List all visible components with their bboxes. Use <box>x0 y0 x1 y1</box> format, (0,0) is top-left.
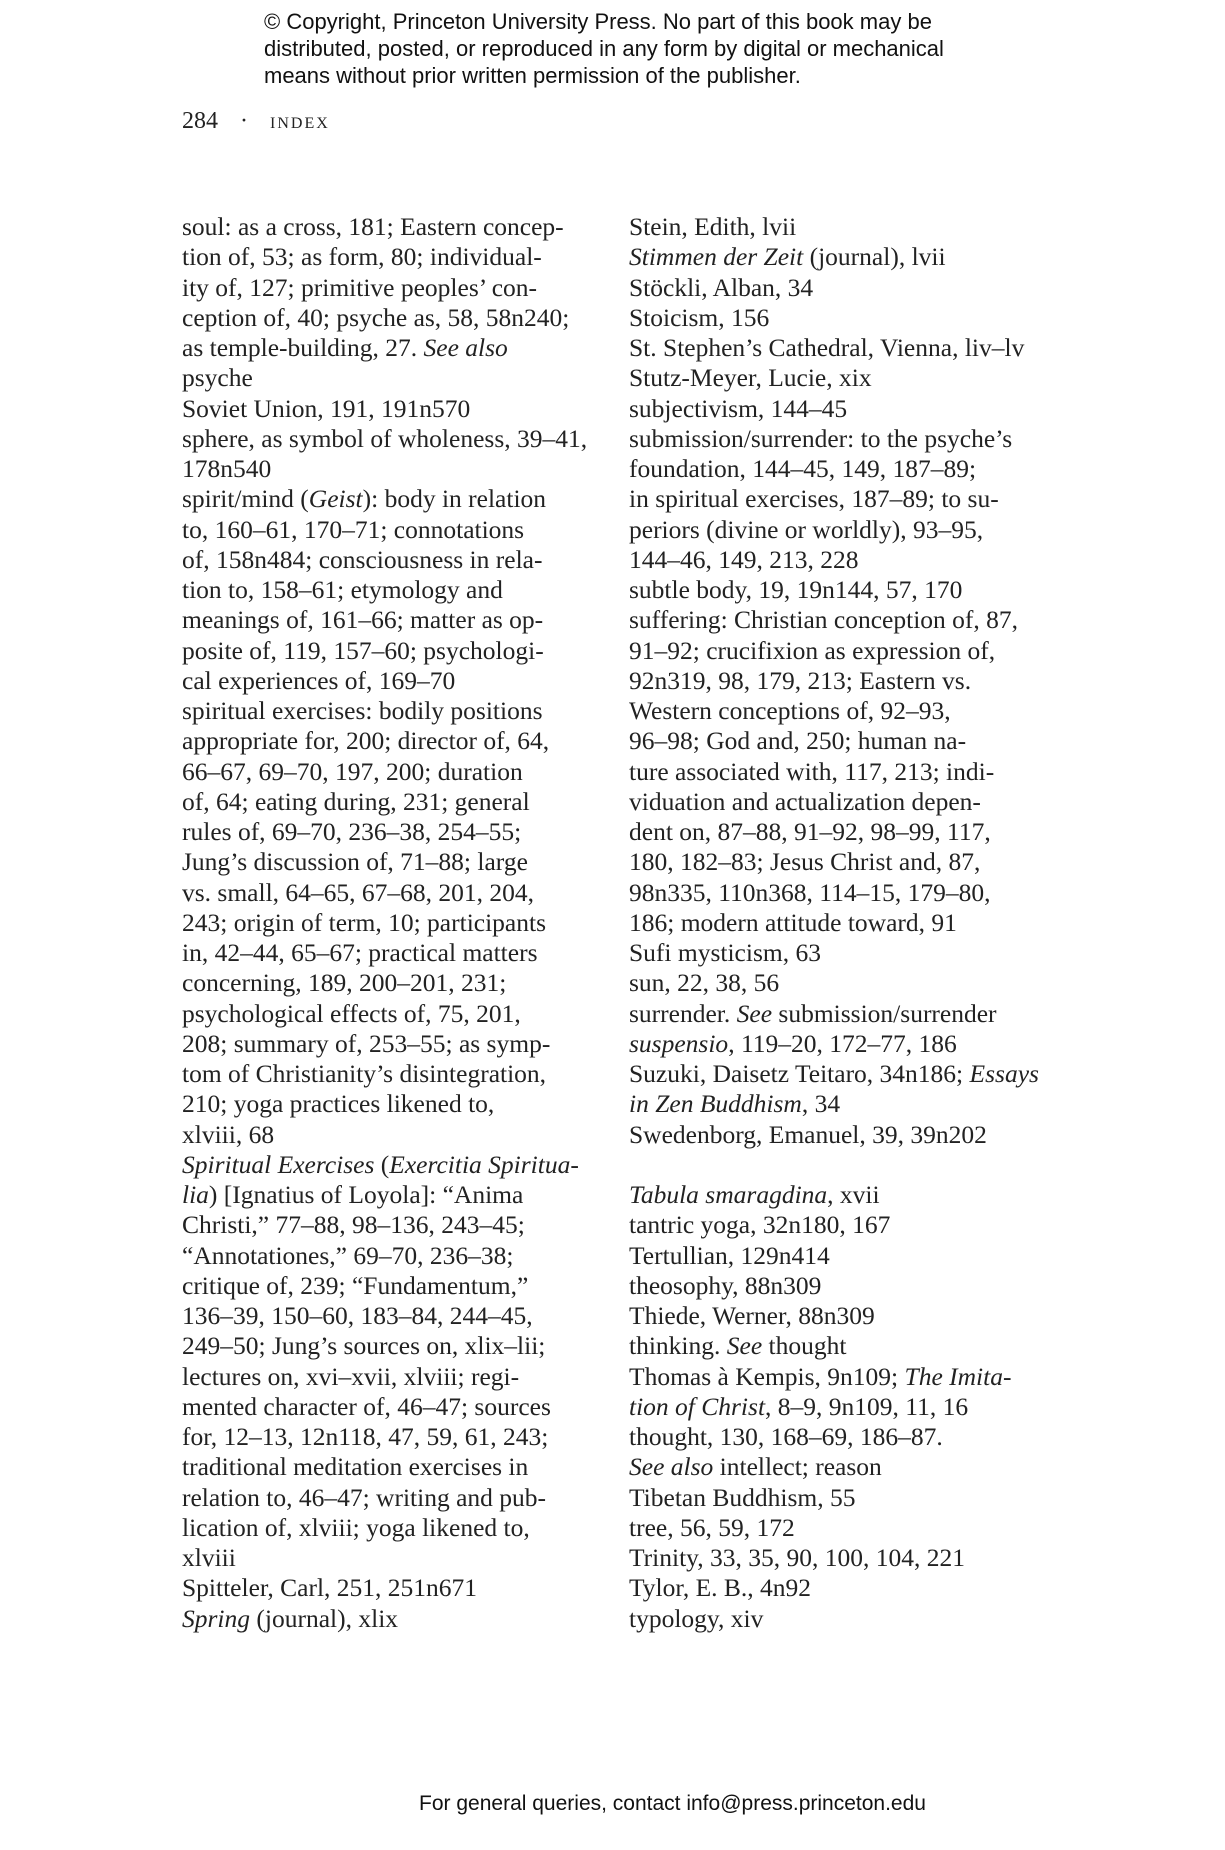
index-entry <box>629 333 1069 363</box>
index-entry-line: 243; origin of term, 10; participants <box>182 907 547 937</box>
index-entry-line: 136–39, 150–60, 183–84, 244–45, <box>182 1301 533 1330</box>
index-entry-line: Spring (journal), xlix <box>182 1603 399 1633</box>
index-entry <box>182 484 612 696</box>
index-entry-line: periors (divine or worldly), 93–95, <box>629 514 984 544</box>
copyright-line: © Copyright, Princeton University Press. No part of this book may be <box>264 9 932 34</box>
index-entry <box>629 1059 1069 1120</box>
index-entry-line: theosophy, 88n309 <box>629 1270 822 1300</box>
index-entry-line: typology, xiv <box>629 1603 764 1633</box>
index-entry <box>629 968 1069 998</box>
index-entry <box>629 303 1069 333</box>
index-entry-line: Swedenborg, Emanuel, 39, 39n202 <box>629 1119 987 1149</box>
index-entry <box>629 1604 1069 1634</box>
copyright-line: means without prior written permission of the publisher. <box>264 63 801 88</box>
index-entry-line: 180, 182–83; Jesus Christ and, 87, <box>629 847 981 877</box>
index-entry-line: ture associated with, 117, 213; indi- <box>629 756 995 786</box>
index-entry-line: foundation, 144–45, 149, 187–89; <box>629 454 977 483</box>
index-entry <box>629 1573 1069 1603</box>
index-entry-line: 178n540 <box>182 454 272 483</box>
index-entry-line: to, 160–61, 170–71; connotations <box>182 514 525 544</box>
index-entry-line: surrender. See submission/surrender <box>629 998 997 1028</box>
index-entry-line: ception of, 40; psyche as, 58, 58n240; <box>182 302 570 332</box>
index-entry-line: Stoicism, 156 <box>629 302 770 332</box>
running-head <box>182 108 330 135</box>
index-entry-line: Spitteler, Carl, 251, 251n671 <box>182 1573 478 1603</box>
index-entry <box>629 1331 1069 1361</box>
index-entry <box>629 363 1069 393</box>
index-entry-line: dent on, 87–88, 91–92, 98–99, 117, <box>629 817 991 846</box>
index-entry-line: cal experiences of, 169–70 <box>182 665 456 695</box>
running-head-separator: · <box>240 108 248 134</box>
index-entry-line: suspensio, 119–20, 172–77, 186 <box>629 1028 957 1058</box>
index-entry-line: Trinity, 33, 35, 90, 100, 104, 221 <box>629 1543 966 1572</box>
index-entry-line: 98n335, 110n368, 114–15, 179–80, <box>629 877 991 907</box>
entry-gap <box>629 1150 1069 1180</box>
index-entry <box>629 424 1069 575</box>
index-entry <box>629 1362 1069 1423</box>
index-entry <box>182 696 612 1150</box>
index-entry-line: posite of, 119, 157–60; psychologi- <box>182 635 544 665</box>
index-entry <box>629 1271 1069 1301</box>
index-entry-line: 249–50; Jung’s sources on, xlix–lii; <box>182 1331 546 1361</box>
index-entry <box>629 1483 1069 1513</box>
index-entry-line: suffering: Christian conception of, 87, <box>629 605 1019 635</box>
index-entry-line: relation to, 46–47; writing and pub- <box>182 1482 547 1512</box>
section-title: index <box>270 108 330 133</box>
index-entry-line: tion of Christ, 8–9, 9n109, 11, 16 <box>629 1391 969 1421</box>
index-entry-line: subtle body, 19, 19n144, 57, 170 <box>629 575 963 604</box>
index-entry-line: lectures on, xvi–xvii, xlviii; regi- <box>182 1361 520 1391</box>
index-column-right <box>629 212 1069 1634</box>
index-entry-line: Christi,” 77–88, 98–136, 243–45; <box>182 1210 525 1240</box>
index-entry <box>629 1513 1069 1543</box>
index-entry-line: submission/surrender: to the psyche’s <box>629 423 1013 453</box>
index-entry-line: ity of, 127; primitive peoples’ con- <box>182 272 538 302</box>
index-entry-line: spirit/mind (Geist): body in relation <box>182 484 547 514</box>
index-entry-line: Tylor, E. B., 4n92 <box>629 1573 812 1603</box>
index-entry-line: xlviii, 68 <box>182 1119 275 1149</box>
index-entry-line: 66–67, 69–70, 197, 200; duration <box>182 756 523 786</box>
footer <box>0 1792 1225 1816</box>
index-entry <box>629 999 1069 1029</box>
index-entry-line: xlviii <box>182 1543 236 1572</box>
index-entry <box>629 273 1069 303</box>
index-entry-line: lia) [Ignatius of Loyola]: “Anima <box>182 1180 524 1209</box>
index-entry-line: tree, 56, 59, 172 <box>629 1512 795 1542</box>
index-entry-line: in, 42–44, 65–67; practical matters <box>182 938 538 967</box>
index-entry-line: in spiritual exercises, 187–89; to su- <box>629 484 999 514</box>
index-entry-line: tantric yoga, 32n180, 167 <box>629 1210 891 1240</box>
index-entry-line: spiritual exercises: bodily positions <box>182 696 543 725</box>
index-entry-line: 210; yoga practices likened to, <box>182 1089 495 1119</box>
index-entry-line: concerning, 189, 200–201, 231; <box>182 968 507 998</box>
index-entry-line: Suzuki, Daisetz Teitaro, 34n186; Essays <box>629 1059 1039 1088</box>
index-entry <box>182 424 612 485</box>
index-entry-line: psyche <box>182 363 253 393</box>
index-entry-line: tion of, 53; as form, 80; individual- <box>182 242 542 272</box>
index-entry-line: 92n319, 98, 179, 213; Eastern vs. <box>629 665 972 695</box>
index-entry-line: subjectivism, 144–45 <box>629 393 848 423</box>
index-entry <box>629 1422 1069 1483</box>
index-entry <box>629 1180 1069 1210</box>
index-entry <box>629 1301 1069 1331</box>
index-entry-line: Sufi mysticism, 63 <box>629 938 821 967</box>
index-entry-line: 186; modern attitude toward, 91 <box>629 907 957 937</box>
index-entry-line: rules of, 69–70, 236–38, 254–55; <box>182 817 522 846</box>
index-entry <box>629 605 1069 938</box>
index-entry <box>629 1241 1069 1271</box>
index-entry <box>629 1543 1069 1573</box>
index-entry-line: appropriate for, 200; director of, 64, <box>182 726 550 756</box>
index-entry-line: sun, 22, 38, 56 <box>629 968 780 998</box>
index-entry-line: Stutz-Meyer, Lucie, xix <box>629 363 872 393</box>
index-entry <box>629 394 1069 424</box>
index-column-left <box>182 212 612 1634</box>
index-entry <box>629 938 1069 968</box>
index-entry-line: Thomas à Kempis, 9n109; The Imita- <box>629 1361 1012 1391</box>
index-entry-line: Western conceptions of, 92–93, <box>629 696 951 725</box>
index-entry-line: tom of Christianity’s disintegration, <box>182 1059 547 1088</box>
index-entry-line: viduation and actualization depen- <box>629 786 981 816</box>
index-entry <box>629 1120 1069 1150</box>
index-entry <box>629 1210 1069 1240</box>
index-entry-line: lication of, xlviii; yoga likened to, <box>182 1512 530 1542</box>
index-entry-line: vs. small, 64–65, 67–68, 201, 204, <box>182 877 535 907</box>
footer-contact: For general queries, contact info@press.princeton.edu <box>419 1792 926 1815</box>
index-entry <box>629 575 1069 605</box>
index-entry <box>182 394 612 424</box>
index-entry-line: sphere, as symbol of wholeness, 39–41, <box>182 423 588 453</box>
index-entry-line: 144–46, 149, 213, 228 <box>629 544 859 574</box>
index-entry-line: as temple-building, 27. See also <box>182 333 508 362</box>
index-entry-line: Tabula smaragdina, xvii <box>629 1180 880 1209</box>
index-entry <box>182 1150 612 1574</box>
index-entry-line: St. Stephen’s Cathedral, Vienna, liv–lv <box>629 333 1025 362</box>
index-entry-line: of, 158n484; consciousness in rela- <box>182 544 543 574</box>
index-entry <box>182 1604 612 1634</box>
index-entry-line: Tibetan Buddhism, 55 <box>629 1482 856 1512</box>
index-entry-line: Thiede, Werner, 88n309 <box>629 1301 875 1330</box>
index-entry-line: Jung’s discussion of, 71–88; large <box>182 847 528 877</box>
index-entry <box>182 212 612 394</box>
index-entry-line: traditional meditation exercises in <box>182 1452 529 1482</box>
page-number: 284 <box>182 108 218 134</box>
index-entry-line: thought, 130, 168–69, 186–87. <box>629 1422 943 1451</box>
index-entry <box>629 1029 1069 1059</box>
index-entry <box>629 242 1069 272</box>
index-entry-line: of, 64; eating during, 231; general <box>182 786 530 816</box>
index-entry-line: meanings of, 161–66; matter as op- <box>182 605 544 635</box>
index-entry-line: Spiritual Exercises (Exercitia Spiritua- <box>182 1149 579 1179</box>
copyright-notice <box>264 8 1024 89</box>
index-entry-line: critique of, 239; “Fundamentum,” <box>182 1270 529 1300</box>
index-entry-line: See also intellect; reason <box>629 1452 882 1482</box>
index-entry-line: soul: as a cross, 181; Eastern concep- <box>182 212 564 241</box>
index-entry-line: for, 12–13, 12n118, 47, 59, 61, 243; <box>182 1422 549 1451</box>
index-entry <box>182 1573 612 1603</box>
index-entry-line: tion to, 158–61; etymology and <box>182 575 503 604</box>
index-entry <box>629 212 1069 242</box>
index-entry-line: Stein, Edith, lvii <box>629 212 797 241</box>
index-entry-line: “Annotationes,” 69–70, 236–38; <box>182 1240 514 1270</box>
index-entry-line: Stimmen der Zeit (journal), lvii <box>629 242 946 272</box>
index-entry-line: 96–98; God and, 250; human na- <box>629 726 967 756</box>
index-entry-line: 91–92; crucifixion as expression of, <box>629 635 996 665</box>
index-entry-line: mented character of, 46–47; sources <box>182 1391 551 1421</box>
copyright-line: distributed, posted, or reproduced in any form by digital or mechanical <box>264 36 944 61</box>
index-entry-line: Stöckli, Alban, 34 <box>629 272 814 302</box>
index-entry-line: in Zen Buddhism, 34 <box>629 1089 841 1119</box>
index-entry-line: psychological effects of, 75, 201, <box>182 998 521 1028</box>
index-entry-line: thinking. See thought <box>629 1331 847 1361</box>
index-entry-line: Tertullian, 129n414 <box>629 1240 830 1270</box>
index-entry-line: 208; summary of, 253–55; as symp- <box>182 1028 551 1058</box>
index-entry-line: Soviet Union, 191, 191n570 <box>182 393 471 423</box>
